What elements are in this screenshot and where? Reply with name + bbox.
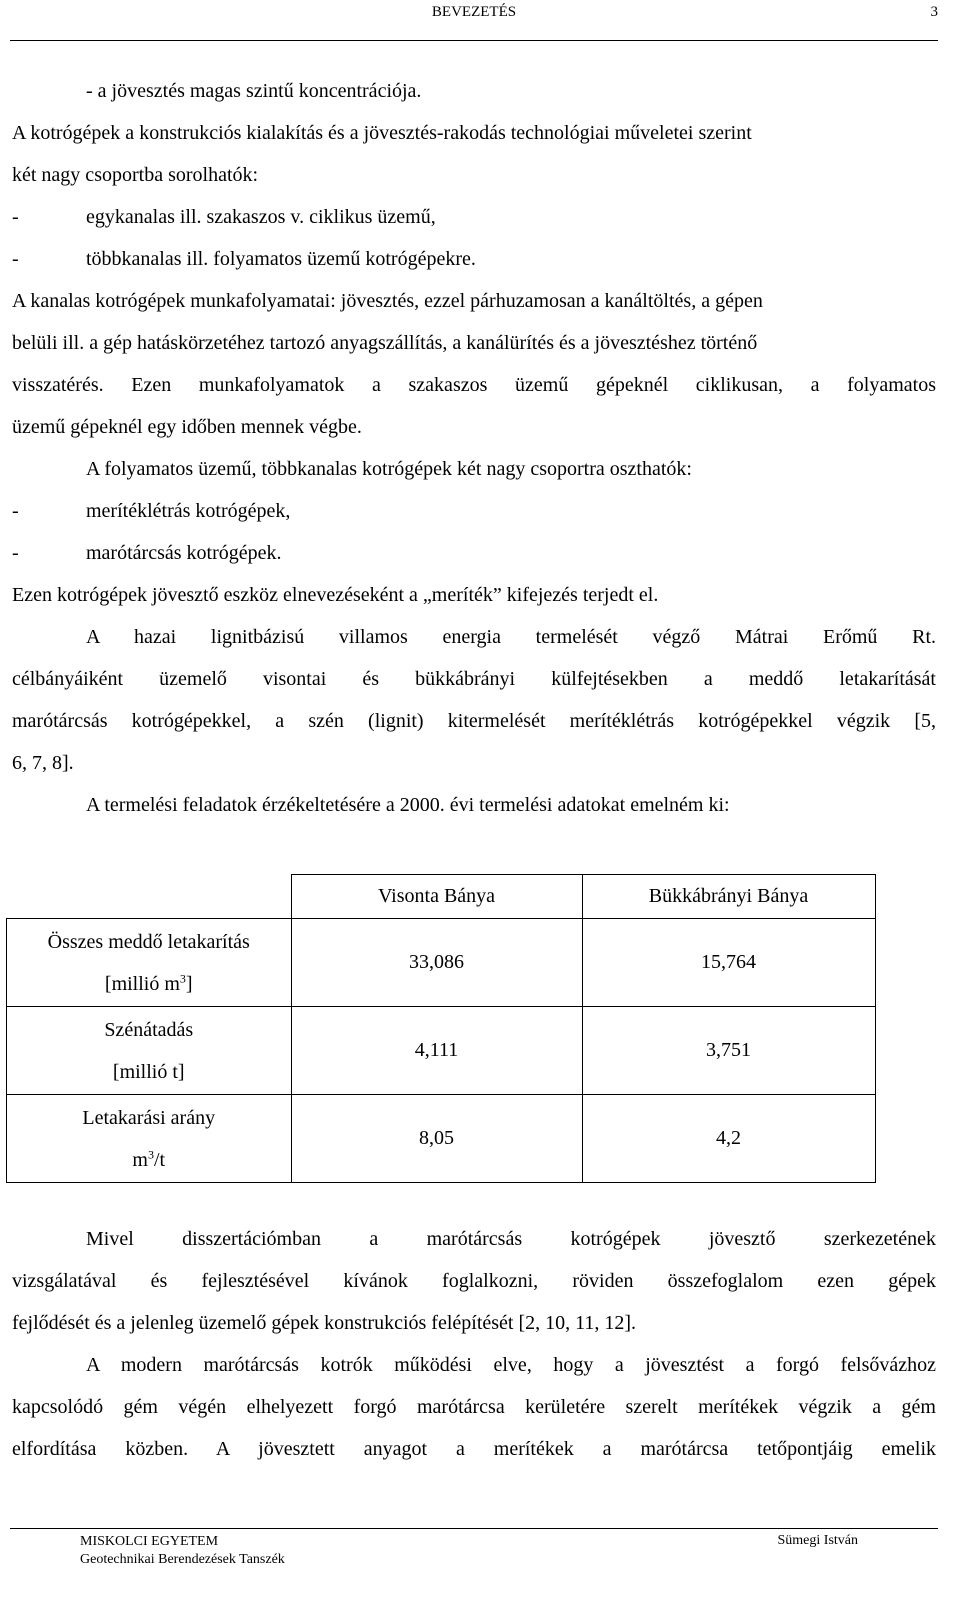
footer-institution [80,1533,285,1569]
text-line: Mivel disszertációmban a marótárcsás kotrógépek jövesztő szerkezetének [86,1228,936,1250]
row-label-cell [7,1095,292,1183]
list-item [12,490,936,532]
table-cell: 4,111 [291,1007,582,1095]
row-unit: [millió t] [112,1060,185,1083]
dash: - [12,500,19,522]
list-item-text: egykanalas ill. szakaszos v. ciklikus üzemű, [86,206,436,228]
list-item-text: marótárcsás kotrógépek. [86,542,282,564]
row-unit: $m^3/t$ [132,1146,166,1171]
text-line: - a jövesztés magas szintű koncentrációja. [86,80,422,102]
page-footer [10,1528,938,1567]
text-line: A kotrógépek a konstrukciós kialakítás és a jövesztés-rakodás technológiai műveletei szerint [12,122,752,144]
text-line: kapcsolódó gém végén elhelyezett forgó marótárcsa kerületére szerelt merítékek végzik a gém [12,1396,936,1418]
text-line: A folyamatos üzemű, többkanalas kotrógépek két nagy csoportra oszthatók: [86,458,692,480]
list-item [12,532,936,574]
page-number: 3 [930,4,938,20]
row-label: Letakarási arány [82,1106,216,1129]
table-cell: 3,751 [582,1007,875,1095]
text-line: 6, 7, 8]. [12,752,74,774]
dash: - [12,542,19,564]
text-line: belüli ill. a gép hatáskörzetéhez tartozó anyagszállítás, a kanálürítés és a jövesztéshez történő [12,332,758,354]
text-line: marótárcsás kotrógépekkel, a szén (lignit) kitermelését merítéklétrás kotrógépekkel végzik [5, [12,710,936,732]
text-line: A kanalas kotrógépek munkafolyamatai: jövesztés, ezzel párhuzamosan a kanáltöltés, a gépen [12,290,763,312]
row-label-cell [7,919,292,1007]
footer-author: Sümegi István [777,1533,858,1548]
row-label: Összes meddő letakarítás [47,930,250,953]
text-line: célbányáiként üzemelő visontai és bükkábrányi külfejtésekben a meddő letakarítását [12,668,936,690]
list-item [12,196,936,238]
table-row [7,919,876,1007]
list-item-text: merítéklétrás kotrógépek, [86,500,291,522]
table-cell: 33,086 [291,919,582,1007]
row-label: Szénátadás [104,1018,194,1041]
table-header-cell: Bükkábrányi Bánya [582,875,875,919]
table-header-cell: Visonta Bánya [291,875,582,919]
page-header [10,0,938,41]
production-table [6,874,876,1183]
text-line: üzemű gépeknél egy időben mennek végbe. [12,416,362,438]
header-title: BEVEZETÉS [431,4,517,20]
table-row [7,1007,876,1095]
dash: - [12,206,19,228]
text-line: fejlődését és a jelenleg üzemelő gépek konstrukciós felépítését [2, 10, 11, 12]. [12,1312,637,1334]
body-text-continued [12,1218,936,1470]
text-line: visszatérés. Ezen munkafolyamatok a szakaszos üzemű gépeknél ciklikusan, a folyamatos [12,374,936,396]
empty-corner-cell [7,875,292,919]
list-item [12,238,936,280]
text-line: Ezen kotrógépek jövesztő eszköz elnevezéseként a „meríték” kifejezés terjedt el. [12,584,659,606]
row-label-cell [7,1007,292,1095]
table-cell: 15,764 [582,919,875,1007]
row-unit: [millió $m^3$] [104,970,193,995]
table-cell: 8,05 [291,1095,582,1183]
text-line: elfordítása közben. A jövesztett anyagot a merítékek a marótárcsa tetőpontjáig emelik [12,1438,936,1460]
text-line: vizsgálatával és fejlesztésével kívánok foglalkozni, röviden összefoglalom ezen gépek [12,1270,936,1292]
text-line: A hazai lignitbázisú villamos energia termelését végző Mátrai Erőmű Rt. [86,626,936,648]
footer-department: Geotechnikai Berendezések Tanszék [80,1552,285,1567]
dash: - [12,248,19,270]
footer-university: MISKOLCI EGYETEM [80,1534,219,1549]
table-row [7,1095,876,1183]
text-line: A termelési feladatok érzékeltetésére a 2000. évi termelési adatokat emelném ki: [86,794,730,816]
text-line: két nagy csoportba sorolhatók: [12,164,259,186]
list-item-text: többkanalas ill. folyamatos üzemű kotrógépekre. [86,248,476,270]
table-cell: 4,2 [582,1095,875,1183]
text-line: A modern marótárcsás kotrók működési elve, hogy a jövesztést a forgó felsővázhoz [86,1354,936,1376]
body-text [12,70,936,826]
